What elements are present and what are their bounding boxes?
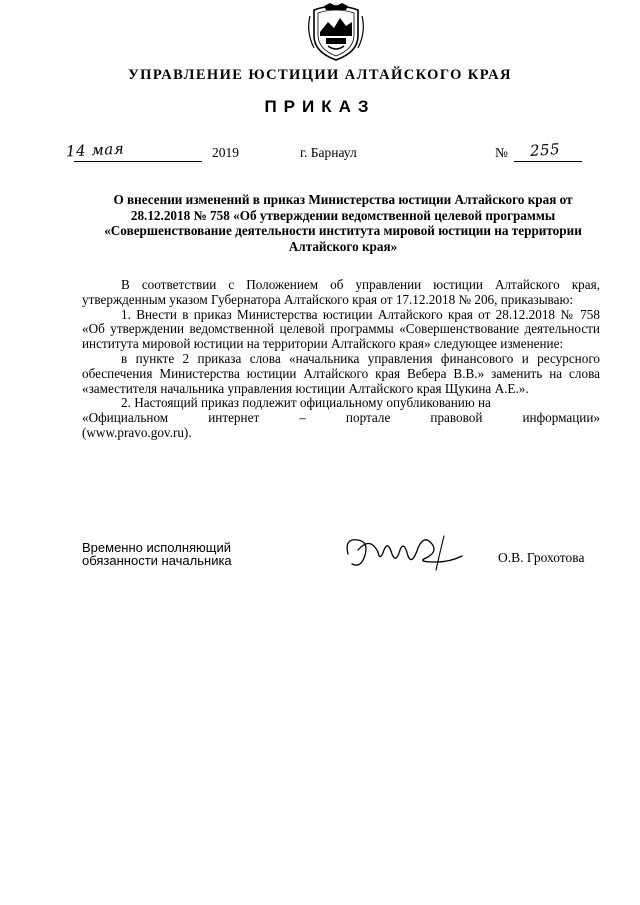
order-number-handwritten: 255 [529, 139, 561, 161]
signatory-role-line-1: Временно исполняющий [82, 540, 232, 555]
paragraph-item-2-line-2: «Официальном интернет – портале правовой информации» [82, 410, 600, 426]
order-body [82, 278, 600, 441]
document-title: ПРИКАЗ [264, 97, 376, 116]
date-underline [74, 161, 202, 162]
coat-of-arms-icon [304, 2, 368, 64]
signature-icon [340, 528, 470, 576]
order-year: 2019 [212, 145, 239, 160]
order-subject: О внесении изменений в приказ Министерства юстиции Алтайского края от 28.12.2018 № 758 «Об утверждении ведомственной целевой программы «Совершенствование деятельности института мировой юстиции на территории Алтайского края» [104, 192, 582, 254]
organization-name: УПРАВЛЕНИЕ ЮСТИЦИИ АЛТАЙСКОГО КРАЯ [128, 67, 512, 83]
paragraph-item-2-line-3: (www.pravo.gov.ru). [82, 424, 192, 440]
order-number-label: № [495, 145, 508, 160]
order-date-handwritten: 14 мая [65, 139, 125, 161]
number-underline [514, 161, 582, 162]
paragraph-item-2-line-1: 2. Настоящий приказ подлежит официальному опубликованию на [121, 395, 491, 411]
signatory-role [82, 541, 232, 567]
order-city: г. Барнаул [300, 145, 357, 160]
signatory-role-line-2: обязанности начальника [82, 553, 232, 568]
signatory-name: О.В. Грохотова [498, 550, 585, 565]
paragraph-change: в пункте 2 приказа слова «начальника управления финансового и ресурсного обеспечения Министерства юстиции Алтайского края Вебера В.В.» заменить на слова «заместителя начальника управления юстиции Алтайского края Щукина А.Е.». [82, 350, 600, 396]
paragraph-preamble: В соответствии с Положением об управлении юстиции Алтайского края, утвержденным указом Губернатора Алтайского края от 17.12.2018 № 206, приказываю: [82, 277, 600, 307]
paragraph-item-1: 1. Внести в приказ Министерства юстиции Алтайского края от 28.12.2018 № 758 «Об утверждении ведомственной целевой программы «Совершенствование деятельности института мировой юстиции на территории Алтайского края» следующее изменение: [82, 306, 600, 352]
